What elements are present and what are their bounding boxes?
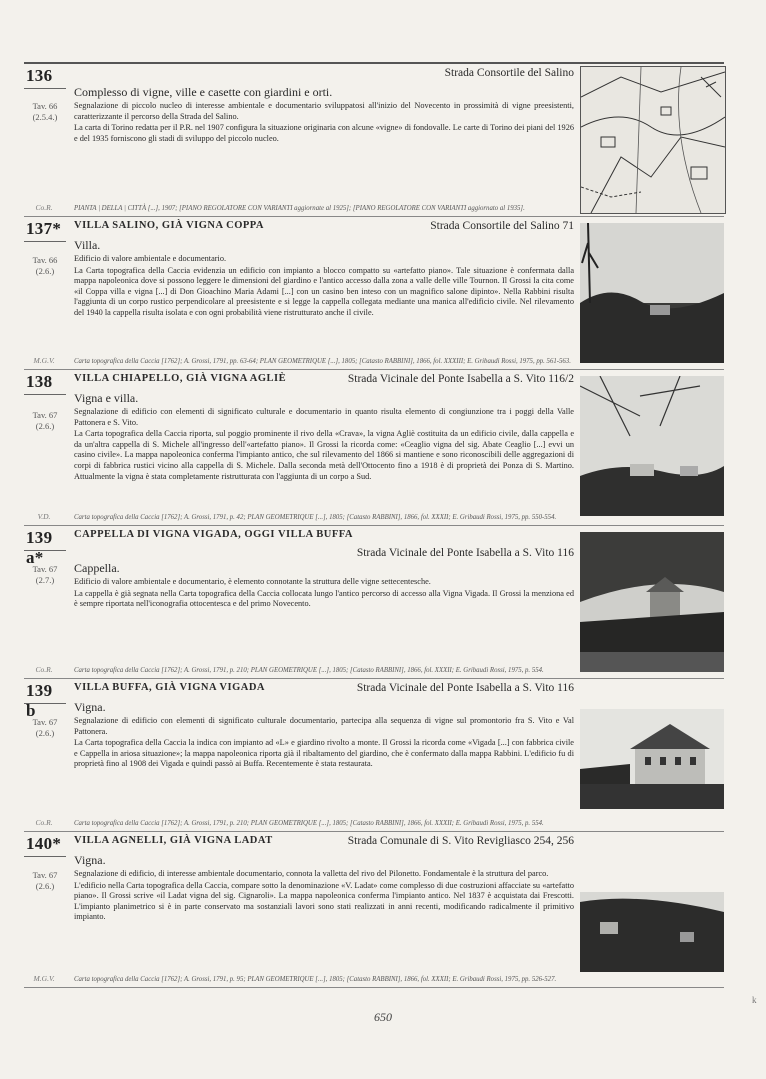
entry-sources: Carta topografica della Caccia [1762]; A. Grossi, 1791, p. 95; PLAN GEOMETRIQUE [...], 1805; [Catasto RABBINI], 1866, fol. XXXII; E. Gribaudi Rossi, 1975, pp. 526-527. — [74, 975, 557, 983]
entry-type: Vigna. — [74, 700, 106, 714]
entry-paragraph: Segnalazione di edificio con elementi di significato culturale documentario, partecipa alla sequenza di vigne sul promontorio fra S. Vito e Val Pattonera. — [74, 716, 574, 736]
entry-138 — [24, 370, 724, 526]
author-initials: Co.R. — [35, 665, 53, 674]
entry-number: 138 — [26, 372, 53, 391]
entry-title: CAPPELLA DI VIGNA VIGADA, OGGI VILLA BUFFA — [74, 529, 353, 540]
tavola-ref: Tav. 67 (2.6.) — [32, 870, 58, 891]
entry-paragraph: La Carta topografica della Caccia evidenzia un edificio con impianto a blocco compatto su «artefatto piano». Tale situazione è confermata dalla mappa napoleonica dove si possono leggere le dimensioni del giardino e l'antico accesso dalla zona a valle delle ville Tournon. Il Grossi la cita come «il Coppa villa e vigna [...] di Don Gioachino Maria Adami [...] con un casino ben inteso con un magnifico salone dipinto». Nella Rabbini risulta l'aggiunta di un corpo rustico perpendicolare al preesistente e si legge la cappella collegata mediante una manica all'edificio civile. Nel rilevamento del 1940 la cappella risulta isolata e con ogni probabilità viene ristrutturato anche il civile. — [74, 265, 574, 317]
author-initials: M.G.V. — [33, 974, 55, 983]
street-address: Strada Vicinale del Ponte Isabella a S. Vito 116 — [356, 682, 574, 694]
entry-title: VILLA AGNELLI, GIÀ VIGNA LADAT — [74, 835, 273, 846]
entry-sidebar — [24, 217, 66, 369]
entry-number: 136 — [26, 66, 53, 85]
entry-title: VILLA CHIAPELLO, GIÀ VIGNA AGLIÈ — [74, 373, 287, 384]
entry-sources: PIANTA | DELLA | CITTÀ [...], 1907; [PIANO REGOLATORE CON VARIANTI aggiornate al 1925]; [PIANO REGOLATORE CON VARIANTI aggiornato al 1935]. — [74, 204, 525, 212]
map-image — [580, 66, 726, 214]
entry-body — [74, 370, 574, 525]
photo-villa-salino — [580, 223, 724, 363]
entry-sources: Carta topografica della Caccia [1762]; A. Grossi, 1791, p. 42; PLAN GEOMETRIQUE [...], 1805; [Catasto RABBINI], 1866, fol. XXXII; E. Gribaudi Rossi, 1975, pp. 550-554. — [74, 513, 557, 521]
entry-sidebar — [24, 64, 66, 216]
entry-paragraph: Edificio di valore ambientale e documentario. — [74, 254, 227, 263]
number-rule — [24, 88, 66, 89]
tavola-ref: Tav. 67 (2.7.) — [32, 564, 58, 585]
number-rule — [24, 856, 66, 857]
entry-136 — [24, 64, 724, 217]
entry-type: Villa. — [74, 238, 101, 252]
entry-number: 139 b — [26, 681, 53, 720]
entry-sources: Carta topografica della Caccia [1762]; A. Grossi, 1791, pp. 63-64; PLAN GEOMETRIQUE [...], 1805; [Catasto RABBINI], 1866, fol. XXXIII; E. Gribaudi Rossi, 1975, pp. 561-563. — [74, 357, 571, 365]
photo-villa-agnelli — [580, 892, 724, 972]
entry-title: VILLA BUFFA, GIÀ VIGNA VIGADA — [74, 682, 265, 693]
photo-villa-buffa — [580, 709, 724, 809]
entry-sidebar — [24, 832, 66, 987]
number-rule — [24, 241, 66, 242]
page-number: 650 — [374, 1010, 392, 1024]
entry-body — [74, 217, 574, 369]
number-rule — [24, 703, 66, 704]
entry-paragraph: La carta di Torino redatta per il P.R. nel 1907 configura la situazione originaria con alcune «vigne» di fondovalle. Le carte di Torino dei piani del 1926 e del 1935 forniscono gli stadi di sviluppo del piccolo nucleo. — [74, 123, 574, 143]
tavola-ref: Tav. 67 (2.6.) — [32, 410, 58, 431]
entry-paragraph: L'edificio nella Carta topografica della Caccia, compare sotto la denominazione «V. Ladat» come complesso di due costruzioni affacciate su «artefatto piano». Il Grossi scrive «il Ladat vigna del sig. Cignaroli». La mappa napoleonica conferma l'impianto antico. Nel 1837 è acquistata dai Frescotti. L'impianto planimetrico si è in parte conservato ma sostanziali lavori sono stati realizzati in anni recenti, modificando radicalmente il primitivo impianto. — [74, 880, 574, 922]
entry-sidebar — [24, 679, 66, 831]
entry-number: 139 a* — [26, 528, 53, 567]
street-address: Strada Vicinale del Ponte Isabella a S. Vito 116/2 — [347, 373, 574, 385]
edge-mark: k — [752, 995, 757, 1005]
entry-type: Vigna e villa. — [74, 391, 139, 405]
number-rule — [24, 550, 66, 551]
entry-137 — [24, 217, 724, 370]
author-initials: M.G.V. — [33, 356, 55, 365]
entry-paragraph: Segnalazione di edificio, di interesse ambientale documentario, connota la valletta del rivo del Pilonetto. Fondamentale è la struttura del parco. — [74, 869, 549, 878]
entry-paragraph: Edificio di valore ambientale e documentario, è elemento connotante la struttura delle vigne settecentesche. — [74, 577, 431, 586]
entry-paragraph: La Carta topografica della Caccia riporta, sul poggio prominente il rivo della «Crava», la vigna Agliè costituita da un edificio civile, dalla cappella e da un'altra cappella di S. Michele all'ingresso dell'«artefatto piano». Il Grossi la ricorda come: «Ceaglio vigna del sig. Abate Ceaglio [...] evvi un casino civile». La mappa napoleonica conferma l'impianto antico, che sul rilevamento del 1866 si mantiene e sono riconoscibili delle aggregazioni di corpi di fabbrica rustici vicino alla cappella di S. Michele. Dalla seconda metà dell'Ottocento fino a 1918 è di proprietà dei Ponza di S. Martino. Attualmente la vigna è stata completamente ristrutturata con l'aggiunta di un corpo a Sud. — [74, 429, 574, 481]
entry-sidebar — [24, 526, 66, 678]
entry-139a — [24, 526, 724, 679]
entry-140 — [24, 832, 724, 988]
tavola-ref: Tav. 66 (2.5.4.) — [32, 101, 58, 122]
author-initials: Co.R. — [35, 818, 53, 827]
entry-title: VILLA SALINO, GIÀ VIGNA COPPA — [74, 220, 265, 231]
number-rule — [24, 394, 66, 395]
street-address: Strada Vicinale del Ponte Isabella a S. Vito 116 — [356, 547, 574, 559]
tavola-ref: Tav. 67 (2.6.) — [32, 717, 58, 738]
street-address: Strada Consortile del Salino 71 — [430, 220, 574, 232]
author-initials: Co.R. — [35, 203, 53, 212]
street-address: Strada Comunale di S. Vito Revigliasco 254, 256 — [347, 835, 574, 847]
entry-body — [74, 64, 574, 216]
entry-sources: Carta topografica della Caccia [1762]; A. Grossi, 1791, p. 210; PLAN GEOMETRIQUE [...], 1805; [Catasto RABBINI], 1866, fol. XXXII; E. Gribaudi Rossi, 1975, p. 554. — [74, 819, 544, 827]
author-initials: V.D. — [37, 512, 51, 521]
entry-paragraph: La Carta topografica della Caccia la indica con impianto ad «L» e giardino rivolto a monte. Il Grossi la ricorda come «Vigada [...] con fabbrica civile e Cappella in ariosa situazione»; la mappa napoleonica riporta già il ribaltamento del giardino, che è confermato dalla mappa Rabbini. L'edificio fu di proprietà fino al 1908 dei Vigada e quindi passò ai Buffa. Recentemente è stata restaurata. — [74, 738, 574, 769]
entry-sources: Carta topografica della Caccia [1762]; A. Grossi, 1791, p. 210; PLAN GEOMETRIQUE [...], 1805; [Catasto RABBINI], 1866, fol. XXXII; E. Gribaudi Rossi, 1975, p. 554. — [74, 666, 544, 674]
entry-type: Cappella. — [74, 561, 120, 575]
entry-paragraph: La cappella è già segnata nella Carta topografica della Caccia collocata lungo l'antico percorso di accesso alla Vigna Vigada. Il Grossi la menziona ed è sempre riportata nell'iconografia ottocentesca e del primo Novecento. — [74, 588, 574, 609]
entry-number: 137* — [26, 219, 62, 238]
entry-body — [74, 526, 574, 678]
entry-type: Complesso di vigne, ville e casette con giardini e orti. — [74, 85, 333, 99]
photo-cappella-vigada — [580, 532, 724, 672]
photo-villa-chiapello — [580, 376, 724, 516]
entry-paragraph: Segnalazione di edificio con elementi di significato culturale e documentario in quanto risulta elemento di congiunzione tra i poggi della Valle Pattonera e S. Vito. — [74, 407, 574, 427]
entry-sidebar — [24, 370, 66, 525]
entry-139b — [24, 679, 724, 832]
entry-body — [74, 832, 574, 987]
street-address: Strada Consortile del Salino — [444, 67, 574, 79]
entry-number: 140* — [26, 834, 62, 853]
entry-type: Vigna. — [74, 853, 106, 867]
entry-paragraph: Segnalazione di piccolo nucleo di interesse ambientale e documentario sviluppatosi all'inizio del Novecento in prossimità di vigne preesistenti, caratterizzante il percorso della Strada del Salino. — [74, 101, 574, 121]
entry-body — [74, 679, 574, 831]
tavola-ref: Tav. 66 (2.6.) — [32, 255, 58, 276]
